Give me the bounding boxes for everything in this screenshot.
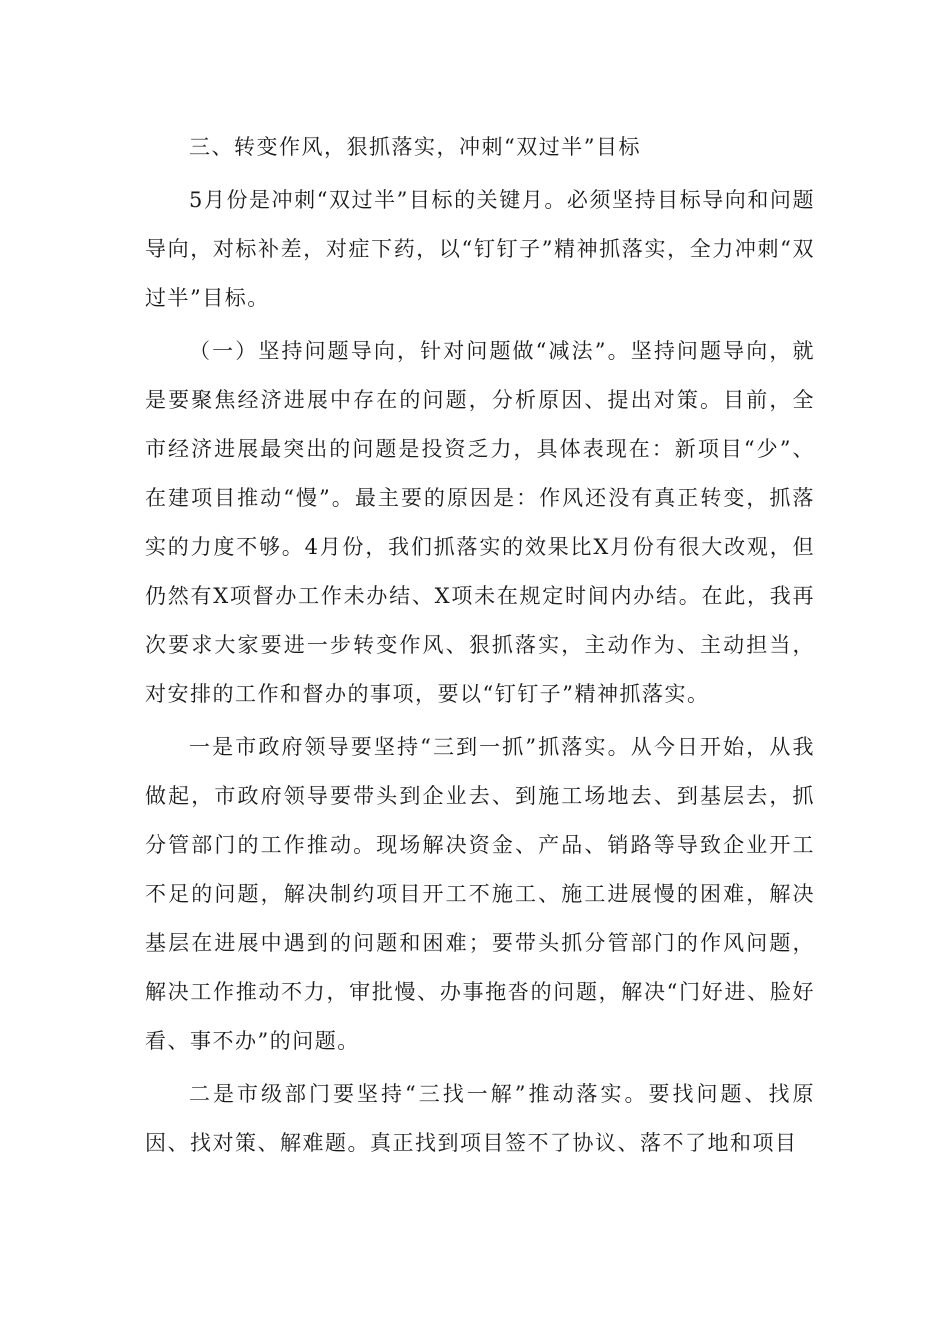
section-heading: 三、转变作风，狠抓落实，冲刺“双过半”目标: [189, 135, 641, 159]
document-body: [145, 123, 815, 1168]
paragraph-problem-orientation: （一）坚持问题导向，针对问题做“减法”。坚持问题导向，就是要聚焦经济进展中存在的问题，分析原因、提出对策。目前，全市经济进展最突出的问题是投资乏力，具体表现在：新项目“少”、在建项目推动“慢”。最主要的原因是：作风还没有真正转变，抓落实的力度不够。4月份，我们抓落实的效果比X月份有很大改观，但仍然有X项督办工作未办结、X项未在规定时间内办结。在此，我再次要求大家要进一步转变作风、狠抓落实，主动作为、主动担当，对安排的工作和督办的事项，要以“钉钉子”精神抓落实。: [145, 339, 815, 706]
paragraph-city-departments: 二是市级部门要坚持“三找一解”推动落实。要找问题、找原因、找对策、解难题。真正找到项目签不了协议、落不了地和项目: [145, 1082, 815, 1155]
paragraph-intro: 5月份是冲刺“双过半”目标的关键月。必须坚持目标导向和问题导向，对标补差，对症下药，以“钉钉子”精神抓落实，全力冲刺“双过半”目标。: [145, 188, 815, 310]
paragraph-city-leaders: 一是市政府领导要坚持“三到一抓”抓落实。从今日开始，从我做起，市政府领导要带头到企业去、到施工场地去、到基层去，抓分管部门的工作推动。现场解决资金、产品、销路等导致企业开工不足的问题，解决制约项目开工不施工、施工进展慢的困难，解决基层在进展中遇到的问题和困难；要带头抓分管部门的作风问题，解决工作推动不力，审批慢、办事拖沓的问题，解决“门好进、脸好看、事不办”的问题。: [145, 735, 815, 1053]
